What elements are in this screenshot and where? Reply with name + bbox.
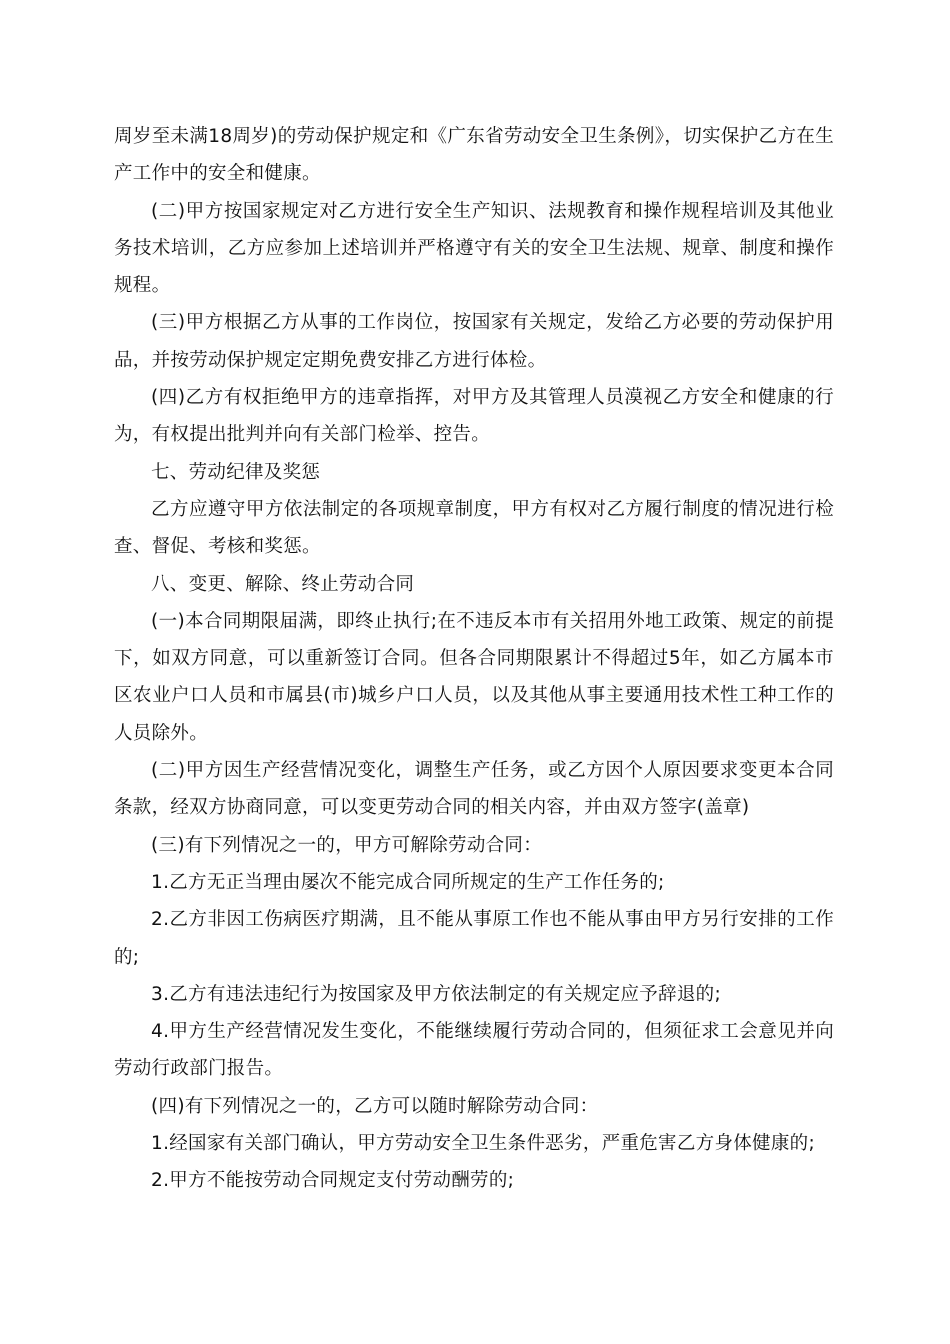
paragraph-employee-termination-intro: (四)有下列情况之一的，乙方可以随时解除劳动合同： xyxy=(151,1095,599,1117)
list-item: 3.乙方有违法违纪行为按国家及甲方依法制定的有关规定应予辞退的; xyxy=(151,983,721,1005)
section-heading-contract-changes: 八、变更、解除、终止劳动合同 xyxy=(151,573,415,595)
paragraph-safety-training: (二)甲方按国家规定对乙方进行安全生产知识、法规教育和操作规程培训及其他业务技术培训，乙方应参加上述培训并严格遵守有关的安全卫生法规、规章、制度和操作规程。 xyxy=(114,200,834,297)
paragraph-contract-modification: (二)甲方因生产经营情况变化，调整生产任务，或乙方因个人原因要求变更本合同条款，经双方协商同意，可以变更劳动合同的相关内容，并由双方签字(盖章) xyxy=(114,760,834,819)
paragraph-protective-equipment: (三)甲方根据乙方从事的工作岗位，按国家有关规定，发给乙方必要的劳动保护用品，并按劳动保护规定定期免费安排乙方进行体检。 xyxy=(114,312,834,371)
paragraph-contract-expiry: (一)本合同期限届满，即终止执行;在不违反本市有关招用外地工政策、规定的前提下，如双方同意，可以重新签订合同。但各合同期限累计不得超过5年，如乙方属本市区农业户口人员和市属县(市)城乡户口人员，以及其他从事主要通用技术性工种工作的人员除外。 xyxy=(114,610,834,744)
section-heading-discipline: 七、劳动纪律及奖惩 xyxy=(151,461,321,483)
list-item: 2.甲方不能按劳动合同规定支付劳动酬劳的; xyxy=(151,1170,515,1192)
list-item: 1.经国家有关部门确认，甲方劳动安全卫生条件恶劣，严重危害乙方身体健康的; xyxy=(151,1133,815,1155)
paragraph-continuation: 周岁至未满18周岁)的劳动保护规定和《广东省劳动安全卫生条例》，切实保护乙方在生产工作中的安全和健康。 xyxy=(114,126,834,185)
list-item: 1.乙方无正当理由屡次不能完成合同所规定的生产工作任务的; xyxy=(151,871,665,893)
document-body xyxy=(114,118,834,1200)
paragraph-right-to-refuse: (四)乙方有权拒绝甲方的违章指挥，对甲方及其管理人员漠视乙方安全和健康的行为，有权提出批判并向有关部门检举、控告。 xyxy=(114,387,834,446)
list-item: 4.甲方生产经营情况发生变化，不能继续履行劳动合同的，但须征求工会意见并向劳动行政部门报告。 xyxy=(114,1021,834,1080)
paragraph-discipline: 乙方应遵守甲方依法制定的各项规章制度，甲方有权对乙方履行制度的情况进行检查、督促、考核和奖惩。 xyxy=(114,498,834,558)
list-item: 2.乙方非因工伤病医疗期满，且不能从事原工作也不能从事由甲方另行安排的工作的; xyxy=(114,909,834,968)
paragraph-employer-termination-intro: (三)有下列情况之一的，甲方可解除劳动合同： xyxy=(151,834,543,856)
